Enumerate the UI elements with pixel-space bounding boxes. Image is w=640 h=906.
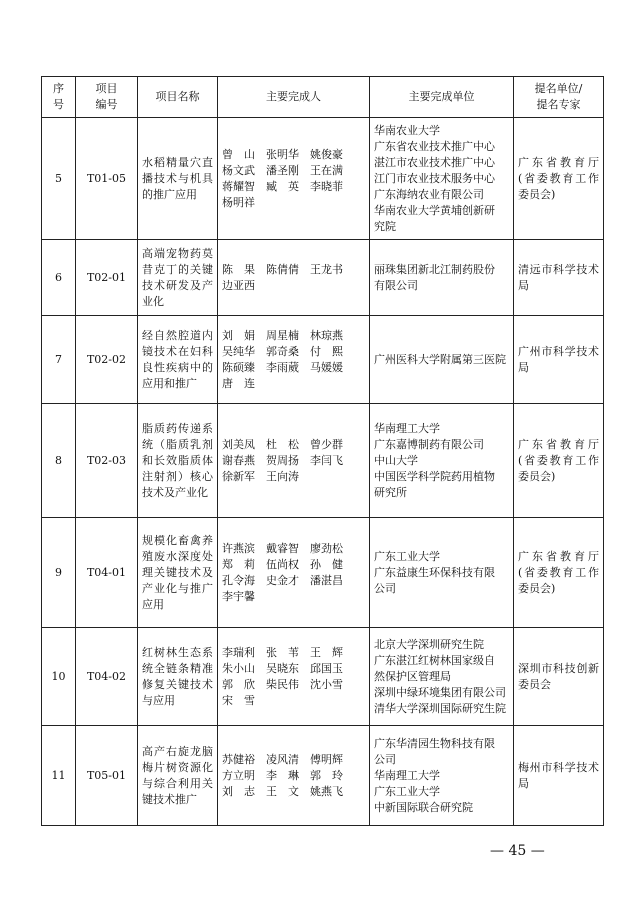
unit-line: 中国医学科学院药用植物 xyxy=(374,469,495,483)
unit-line: 湛江市农业技术推广中心 xyxy=(374,155,495,169)
awards-table xyxy=(41,76,604,826)
row-project-name: 经自然腔道内镜技术在妇科良性疾病中的应用和推广 xyxy=(138,316,218,404)
unit-line: 广州医科大学附属第三医院 xyxy=(374,352,506,366)
header-name: 项目名称 xyxy=(138,77,218,118)
person-line: 宋 雪 xyxy=(222,693,255,707)
person-line: 杨文武 潘圣刚 王在满 xyxy=(222,163,343,177)
table-header-row xyxy=(42,77,604,118)
person-line: 边亚西 xyxy=(222,278,255,292)
person-line: 陈硕臻 李雨葳 马媛媛 xyxy=(222,360,343,374)
row-units xyxy=(370,316,514,404)
row-seq: 10 xyxy=(42,628,76,726)
row-seq: 9 xyxy=(42,518,76,628)
unit-line: 北京大学深圳研究生院 xyxy=(374,637,484,651)
person-line: 蒋耀智 臧 英 李晓菲 xyxy=(222,179,343,193)
person-line: 曾 山 张明华 姚俊豪 xyxy=(222,147,343,161)
header-units: 主要完成单位 xyxy=(370,77,514,118)
row-code: T04-01 xyxy=(76,518,138,628)
person-line: 郑 莉 伍尚权 孙 健 xyxy=(222,557,343,571)
person-line: 吴纯华 郭奇桑 付 熙 xyxy=(222,344,343,358)
row-code: T01-05 xyxy=(76,118,138,240)
row-code: T04-02 xyxy=(76,628,138,726)
row-seq: 7 xyxy=(42,316,76,404)
row-nominator: 广州市科学技术局 xyxy=(514,316,604,404)
row-units xyxy=(370,628,514,726)
unit-line: 清华大学深圳国际研究生院 xyxy=(374,701,506,715)
row-persons xyxy=(218,404,370,518)
unit-line: 丽珠集团新北江制药股份 xyxy=(374,262,495,276)
unit-line: 深圳中绿环境集团有限公司 xyxy=(374,685,506,699)
person-line: 刘 志 王 文 姚燕飞 xyxy=(222,784,343,798)
unit-line: 有限公司 xyxy=(374,278,418,292)
row-code: T02-03 xyxy=(76,404,138,518)
person-line: 杨明祥 xyxy=(222,195,255,209)
row-units xyxy=(370,404,514,518)
person-line: 徐新军 王向涛 xyxy=(222,469,299,483)
page-number: — 45 — xyxy=(490,843,545,859)
row-project-name: 脂质药传递系统（脂质乳剂和长效脂质体注射剂）核心技术及产业化 xyxy=(138,404,218,518)
row-code: T02-02 xyxy=(76,316,138,404)
person-line: 孔令海 史金才 潘湛昌 xyxy=(222,573,343,587)
unit-line: 研究所 xyxy=(374,485,407,499)
unit-line: 然保护区管理局 xyxy=(374,669,451,683)
table-row xyxy=(42,726,604,826)
unit-line: 公司 xyxy=(374,752,396,766)
unit-line: 广东湛江红树林国家级自 xyxy=(374,653,495,667)
unit-line: 广东工业大学 xyxy=(374,549,440,563)
unit-line: 江门市农业技术服务中心 xyxy=(374,171,495,185)
row-units xyxy=(370,118,514,240)
row-seq: 11 xyxy=(42,726,76,826)
unit-line: 广东华清园生物科技有限 xyxy=(374,736,495,750)
row-persons xyxy=(218,118,370,240)
unit-line: 华南理工大学 xyxy=(374,768,440,782)
unit-line: 中山大学 xyxy=(374,453,418,467)
header-code: 项目 编号 xyxy=(76,77,138,118)
table-row xyxy=(42,404,604,518)
row-persons xyxy=(218,518,370,628)
row-nominator: 深圳市科技创新委员会 xyxy=(514,628,604,726)
person-line: 谢春燕 贺周扬 李闫飞 xyxy=(222,453,343,467)
row-seq: 5 xyxy=(42,118,76,240)
person-line: 朱小山 吴晓东 邱国玉 xyxy=(222,661,343,675)
person-line: 方立明 李 琳 郭 玲 xyxy=(222,768,343,782)
person-line: 李宇馨 xyxy=(222,589,255,603)
row-persons xyxy=(218,316,370,404)
row-project-name: 水稻精量穴直播技术与机具的推广应用 xyxy=(138,118,218,240)
person-line: 唐 连 xyxy=(222,376,255,390)
row-nominator: 广东省教育厅(省委教育工作委员会) xyxy=(514,118,604,240)
unit-line: 广东益康生环保科技有限 xyxy=(374,565,495,579)
table-row xyxy=(42,316,604,404)
row-persons xyxy=(218,726,370,826)
person-line: 刘 娟 周星楠 林琼燕 xyxy=(222,328,343,342)
person-line: 郭 欣 柴民伟 沈小雪 xyxy=(222,677,343,691)
row-persons xyxy=(218,628,370,726)
row-nominator: 广东省教育厅(省委教育工作委员会) xyxy=(514,404,604,518)
person-line: 苏健裕 凌风清 傅明辉 xyxy=(222,752,343,766)
row-project-name: 高产右旋龙脑梅片树资源化与综合利用关键技术推广 xyxy=(138,726,218,826)
unit-line: 广东工业大学 xyxy=(374,784,440,798)
row-nominator: 梅州市科学技术局 xyxy=(514,726,604,826)
row-seq: 6 xyxy=(42,240,76,316)
row-units xyxy=(370,518,514,628)
unit-line: 华南农业大学黄埔创新研 xyxy=(374,203,495,217)
table-row xyxy=(42,628,604,726)
unit-line: 华南农业大学 xyxy=(374,123,440,137)
unit-line: 华南理工大学 xyxy=(374,421,440,435)
person-line: 李瑞利 张 苇 王 辉 xyxy=(222,645,343,659)
row-code: T05-01 xyxy=(76,726,138,826)
row-seq: 8 xyxy=(42,404,76,518)
person-line: 陈 果 陈倩倩 王龙书 xyxy=(222,262,343,276)
row-project-name: 规模化畜禽养殖废水深度处理关键技术及产业化与推广应用 xyxy=(138,518,218,628)
row-code: T02-01 xyxy=(76,240,138,316)
person-line: 刘美凤 杜 松 曾少群 xyxy=(222,437,343,451)
row-project-name: 高端宠物药莫昔克丁的关键技术研发及产业化 xyxy=(138,240,218,316)
header-seq: 序 号 xyxy=(42,77,76,118)
row-units xyxy=(370,726,514,826)
unit-line: 广东省农业技术推广中心 xyxy=(374,139,495,153)
row-project-name: 红树林生态系统全链条精准修复关键技术与应用 xyxy=(138,628,218,726)
row-nominator: 广东省教育厅(省委教育工作委员会) xyxy=(514,518,604,628)
unit-line: 广东嘉博制药有限公司 xyxy=(374,437,484,451)
table-row xyxy=(42,118,604,240)
row-units xyxy=(370,240,514,316)
header-nominator: 提名单位/ 提名专家 xyxy=(514,77,604,118)
unit-line: 中新国际联合研究院 xyxy=(374,800,473,814)
table-row xyxy=(42,518,604,628)
table-row xyxy=(42,240,604,316)
unit-line: 究院 xyxy=(374,219,396,233)
header-persons: 主要完成人 xyxy=(218,77,370,118)
unit-line: 广东海纳农业有限公司 xyxy=(374,187,484,201)
row-nominator: 清远市科学技术局 xyxy=(514,240,604,316)
unit-line: 公司 xyxy=(374,581,396,595)
person-line: 许燕滨 戴睿智 廖劲松 xyxy=(222,541,343,555)
row-persons xyxy=(218,240,370,316)
